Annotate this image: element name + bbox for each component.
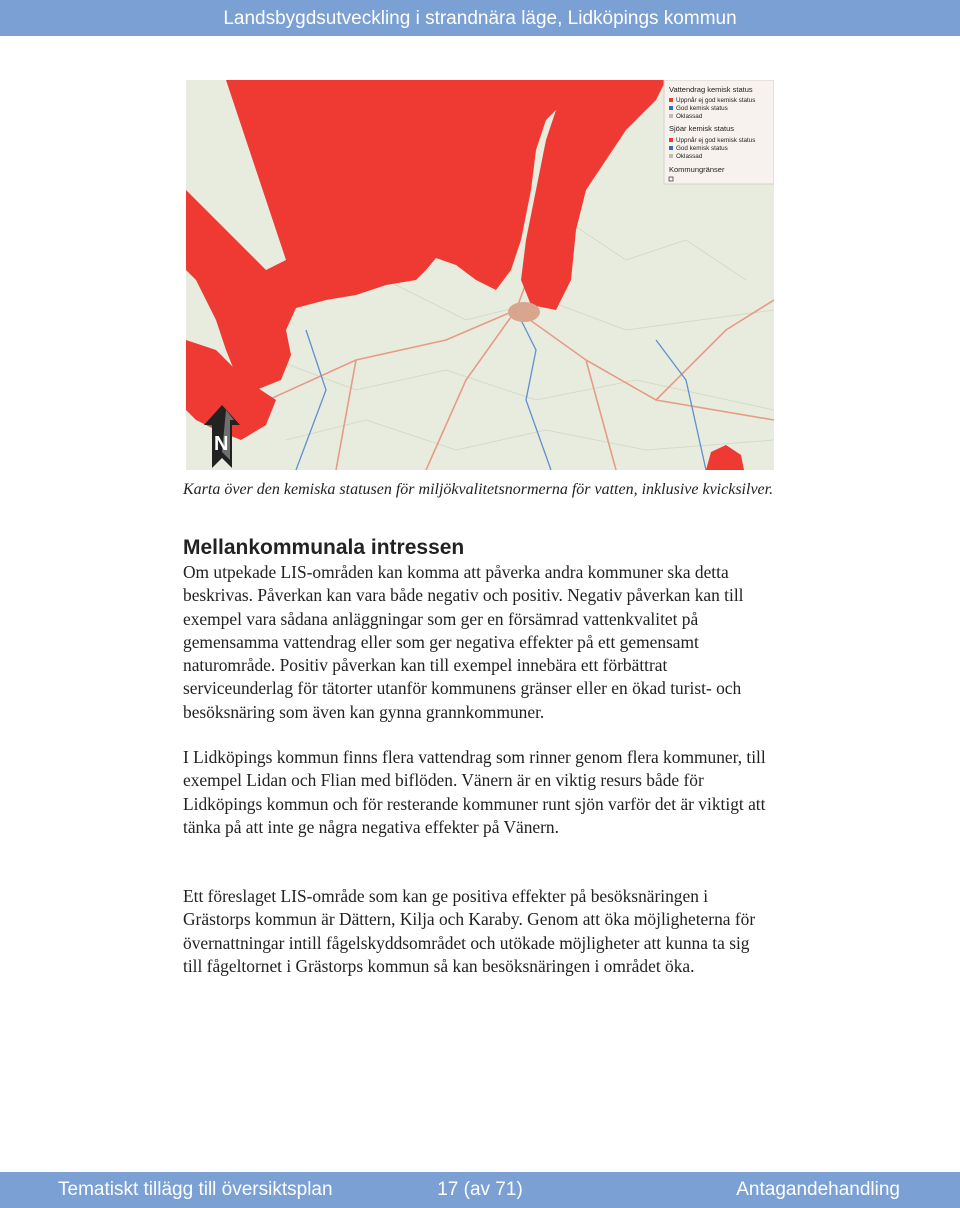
paragraph-2: I Lidköpings kommun finns flera vattendrag som rinner genom flera kommuner, till exempel Lidan och Flian med biflöden. Vänern är en viktig resurs både för Lidköpings kommun och för resterande kommuner runt sjön varför det är viktigt att tänka på att inte ge några negativa effekter på Vänern. <box>183 747 766 837</box>
legend-group2-title: Sjöar kemisk status <box>669 124 735 133</box>
legend-g1-item3: Oklassad <box>676 113 703 120</box>
paragraph-3: Ett föreslaget LIS-område som kan ge positiva effekter på besöksnäringen i Grästorps kommun är Dättern, Kilja och Karaby. Genom att öka möjligheterna för övernattningar intill fågelskyddsområdet och utökade möjligheter att kunna ta sig till fågeltornet i Grästorps kommun så kan besöksnäringen i området öka. <box>183 886 756 976</box>
legend-g2-item1: Uppnår ej god kemisk status <box>676 137 756 144</box>
legend-g1-item2: God kemisk status <box>676 105 728 112</box>
north-arrow-label: N <box>214 433 229 455</box>
section-heading: Mellankommunala intressen <box>183 536 465 559</box>
map-town <box>508 302 540 322</box>
footer-document-title: Tematiskt tillägg till översiktsplan <box>58 1179 333 1200</box>
map-caption: Karta över den kemiska statusen för miljökvalitetsnormerna för vatten, inklusive kvicksilver. <box>183 481 774 498</box>
status-map <box>186 80 774 470</box>
paragraph-1: Om utpekade LIS-områden kan komma att påverka andra kommuner ska detta beskrivas. Påverkan kan vara både negativ och positiv. Negativ påverkan kan till exempel vara sådana anläggningar som ger en försämrad vattenkvalitet på gemensamma vattendrag eller som ger negativa effekter på ett gemensamt naturområde. Positiv påverkan kan till exempel innebära ett förbättrat serviceunderlag för tätorter utanför kommunens gränser eller en ökad turist- och besöksnäring som även kan gynna grannkommuner. <box>183 562 744 722</box>
footer-status: Antagandehandling <box>736 1179 900 1200</box>
legend-g2-item2: God kemisk status <box>676 145 728 152</box>
legend-g1-item1: Uppnår ej god kemisk status <box>676 97 756 104</box>
legend-group1-title: Vattendrag kemisk status <box>669 85 753 94</box>
legend-g2-item3: Oklassad <box>676 153 703 160</box>
page-header <box>0 0 960 36</box>
page-footer <box>0 1172 960 1208</box>
map-legend <box>664 80 774 184</box>
footer-page-number: 17 (av 71) <box>437 1179 523 1200</box>
header-title: Landsbygdsutveckling i strandnära läge, Lidköpings kommun <box>223 8 737 29</box>
legend-group3-title: Kommungränser <box>669 165 725 174</box>
